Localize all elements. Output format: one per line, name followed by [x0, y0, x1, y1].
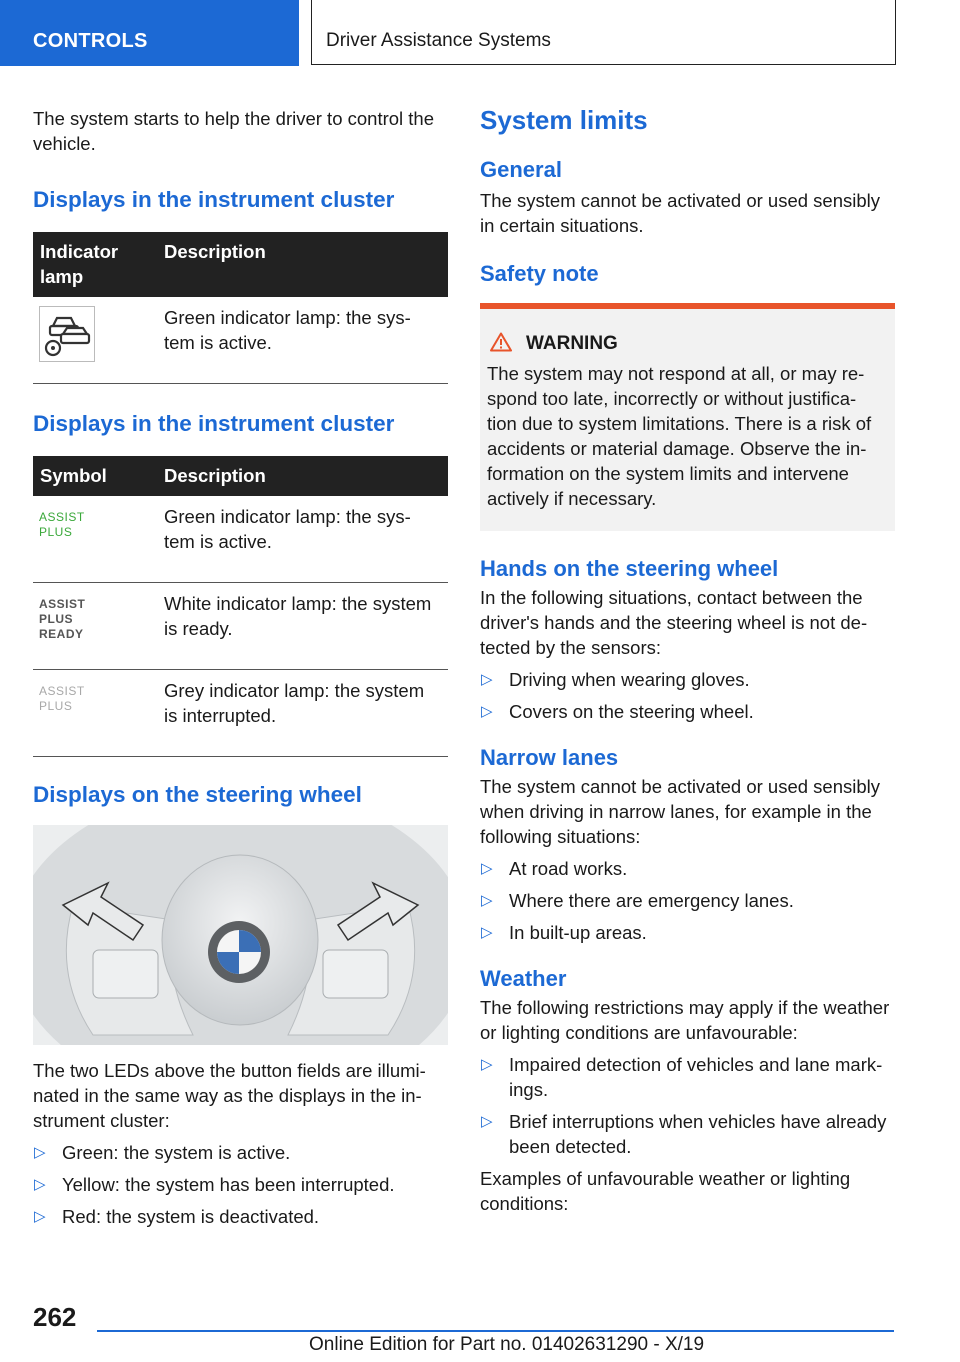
list-item: ▷ Covers on the steering wheel. — [481, 701, 754, 722]
symbol-table — [33, 456, 448, 757]
list-item: ▷ Brief interruptions when vehicles have already been detected. — [481, 1111, 887, 1157]
footer-divider — [97, 1330, 894, 1332]
triangle-bullet-icon: ▷ — [34, 1176, 46, 1193]
warning-triangle-icon — [490, 332, 512, 352]
weather-examples-text: Examples of unfavourable weather or lighting conditions: — [480, 1168, 851, 1214]
narrow-text: The system cannot be activated or used sensibly when driving in narrow lanes, for example in the following situations: — [480, 776, 881, 847]
weather-list — [480, 1052, 895, 1159]
list-item: ▷ Green: the system is active. — [34, 1142, 291, 1163]
heading-weather: Weather — [480, 966, 567, 991]
heading-instrument-cluster-2: Displays in the instrument cluster — [33, 411, 395, 436]
assist-line-2: PLUS — [39, 612, 74, 626]
triangle-bullet-icon: ▷ — [481, 924, 493, 941]
page-number: 262 — [33, 1302, 77, 1332]
triangle-bullet-icon: ▷ — [34, 1208, 46, 1225]
indicator-lamp-table — [33, 232, 448, 384]
left-column — [33, 100, 448, 1229]
chapter-tab — [311, 0, 896, 65]
warning-box — [480, 303, 895, 531]
table-cell-description: Grey indicator lamp: the system is interrupted. — [157, 670, 448, 757]
section-tab — [0, 0, 299, 66]
table-cell-description: Green indicator lamp: the sys-tem is active. — [157, 496, 448, 583]
triangle-bullet-icon: ▷ — [481, 671, 493, 688]
assist-line-1: ASSIST — [39, 510, 85, 524]
heading-hands-on-wheel: Hands on the steering wheel — [480, 556, 779, 581]
heading-system-limits: System limits — [480, 105, 648, 135]
general-text: The system cannot be activated or used sensibly in certain situations. — [480, 190, 881, 236]
wheel-paragraph: The two LEDs above the button fields are illumi-nated in the same way as the displays in the in-strument cluster: — [33, 1060, 426, 1131]
table-row — [33, 496, 448, 583]
assist-line-1: ASSIST — [39, 684, 85, 698]
table-row — [33, 583, 448, 670]
list-item: ▷ Impaired detection of vehicles and lane mark-ings. — [481, 1054, 883, 1100]
weather-text: The following restrictions may apply if the weather or lighting conditions are unfavourable: — [480, 997, 890, 1043]
assist-plus-green-icon — [39, 510, 150, 540]
list-item: ▷ At road works. — [481, 858, 628, 879]
assist-line-2: PLUS — [39, 525, 73, 539]
edition-text: Online Edition for Part no. 01402631290 - X/19 — [309, 1334, 705, 1355]
section-title: CONTROLS — [33, 30, 148, 52]
list-item: ▷ Red: the system is deactivated. — [34, 1206, 320, 1227]
triangle-bullet-icon: ▷ — [481, 892, 493, 909]
led-list — [33, 1140, 448, 1229]
intro-text: The system starts to help the driver to control the vehicle. — [33, 108, 435, 154]
heading-instrument-cluster-1: Displays in the instrument cluster — [33, 187, 395, 212]
warning-title: WARNING — [526, 333, 618, 354]
right-column — [480, 100, 895, 1216]
list-item: ▷ Yellow: the system has been interrupted. — [34, 1174, 395, 1195]
triangle-bullet-icon: ▷ — [481, 860, 493, 877]
steering-wheel-image — [33, 825, 448, 1045]
triangle-bullet-icon: ▷ — [481, 1056, 493, 1073]
heading-general: General — [480, 157, 562, 182]
list-item: ▷ Where there are emergency lanes. — [481, 890, 794, 911]
list-item: ▷ In built-up areas. — [481, 922, 647, 943]
list-item: ▷ Driving when wearing gloves. — [481, 669, 750, 690]
heading-steering-wheel: Displays on the steering wheel — [33, 782, 362, 807]
table-cell-description: Green indicator lamp: the sys-tem is active. — [157, 297, 448, 384]
column-header-description: Description — [157, 232, 448, 297]
heading-narrow-lanes: Narrow lanes — [480, 745, 619, 770]
steering-assist-icon — [39, 306, 95, 362]
warning-text: The system may not respond at all, or may re-spond too late, incorrectly or without justifica-tion due to system limitations. There is a risk of accidents or material damage. Observe the in-formation on the system limits and intervene actively if necessary. — [487, 363, 872, 509]
heading-safety-note: Safety note — [480, 261, 599, 286]
column-header-description: Description — [157, 456, 448, 496]
chapter-title: Driver Assistance Systems — [326, 30, 551, 51]
table-row — [33, 670, 448, 757]
table-row — [33, 297, 448, 384]
hands-list — [480, 667, 895, 724]
narrow-list — [480, 856, 895, 945]
assist-line-2: PLUS — [39, 699, 73, 713]
hands-text: In the following situations, contact between the driver's hands and the steering wheel is not de-tected by the sensors: — [480, 587, 868, 658]
column-header-symbol: Symbol — [33, 456, 157, 496]
assist-plus-ready-icon — [39, 597, 150, 642]
column-header-lamp: Indicator lamp — [33, 232, 157, 297]
assist-line-3: READY — [39, 627, 84, 641]
assist-plus-grey-icon — [39, 684, 150, 714]
triangle-bullet-icon: ▷ — [34, 1144, 46, 1161]
assist-line-1: ASSIST — [39, 597, 86, 611]
triangle-bullet-icon: ▷ — [481, 1113, 493, 1130]
triangle-bullet-icon: ▷ — [481, 703, 493, 720]
table-cell-description: White indicator lamp: the system is ready. — [157, 583, 448, 670]
